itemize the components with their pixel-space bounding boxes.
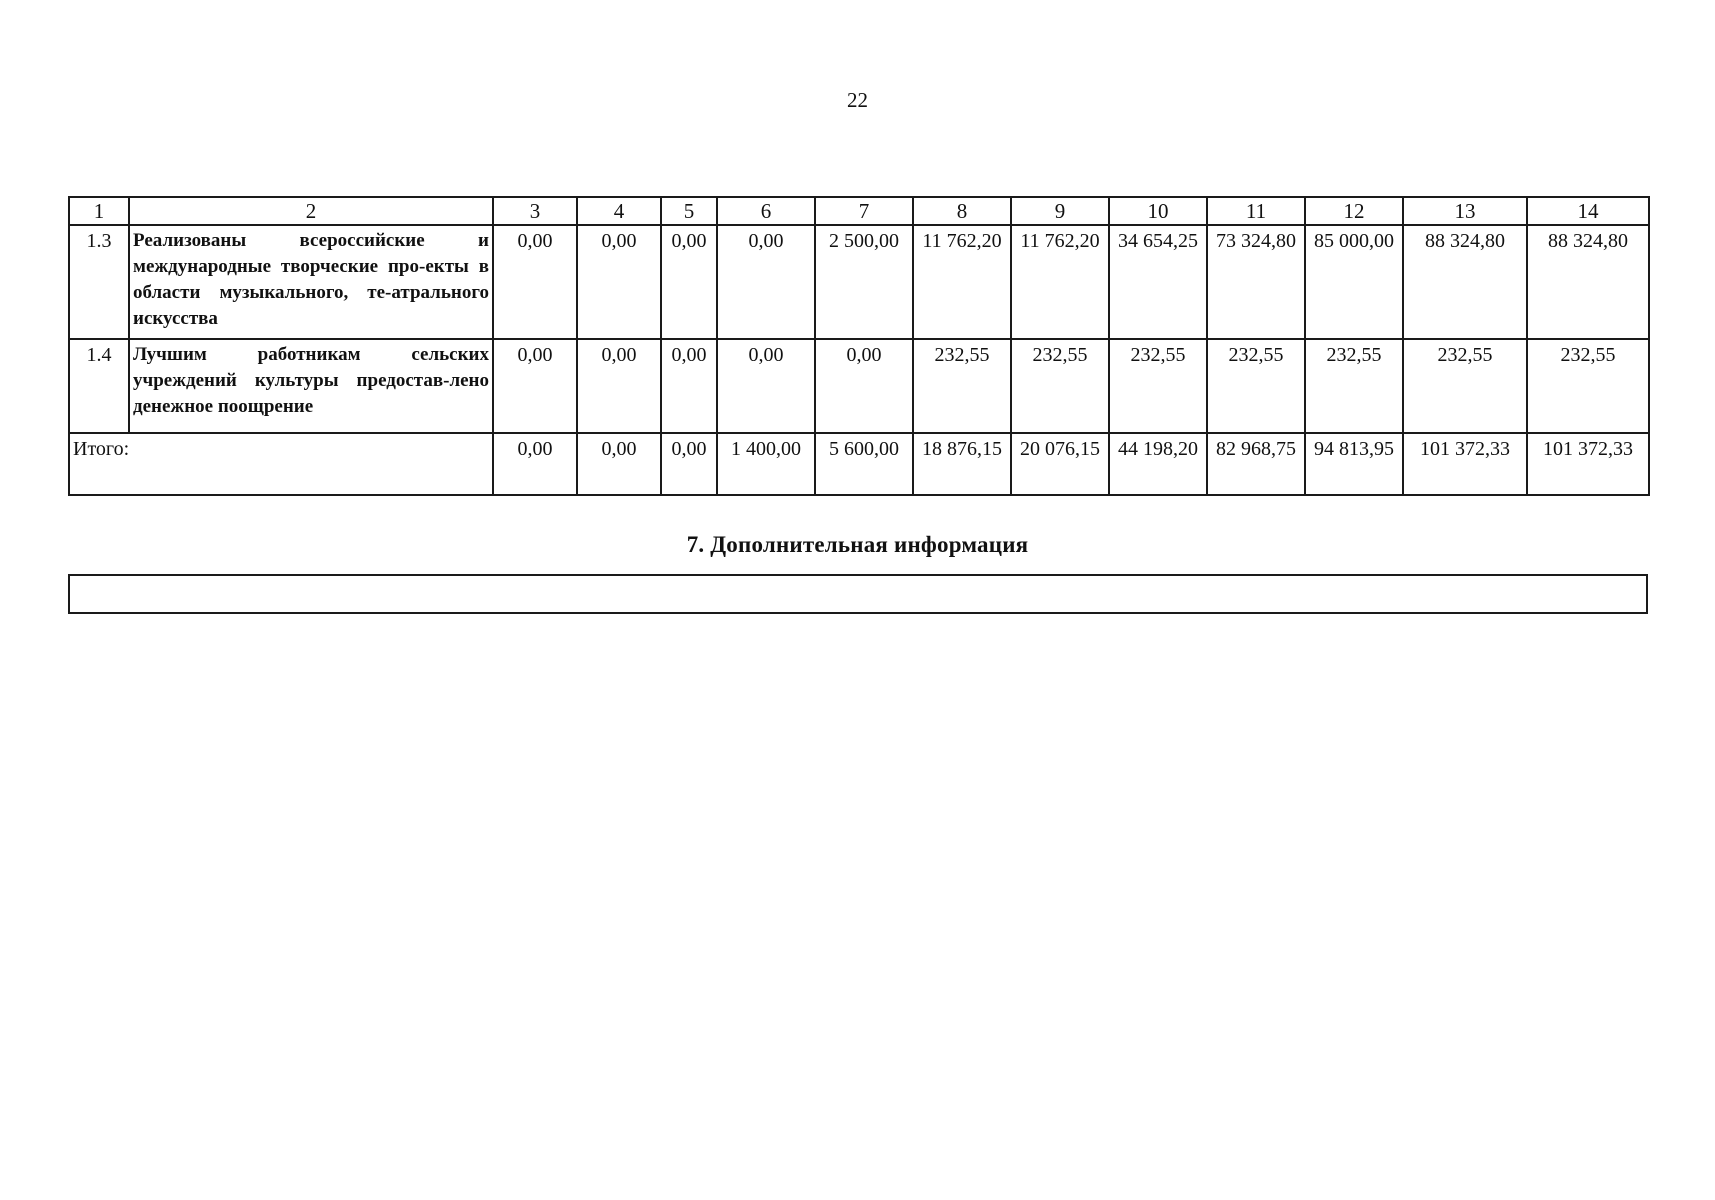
total-value-cell: 5 600,00: [815, 433, 913, 495]
value-cell: 34 654,25: [1109, 225, 1207, 339]
value-cell: 232,55: [1403, 339, 1527, 433]
value-cell: 0,00: [717, 225, 815, 339]
value-cell: 232,55: [1305, 339, 1403, 433]
column-header: 10: [1109, 197, 1207, 225]
column-header: 4: [577, 197, 661, 225]
total-value-cell: 0,00: [661, 433, 717, 495]
column-header: 7: [815, 197, 913, 225]
value-cell: 0,00: [577, 225, 661, 339]
table-row: [69, 339, 1649, 433]
value-cell: 73 324,80: [1207, 225, 1305, 339]
value-cell: 11 762,20: [1011, 225, 1109, 339]
row-description: Реализованы всероссийские и международные творческие про-екты в области музыкального, те-атрального искусства: [129, 225, 493, 339]
page-number: 22: [847, 88, 868, 112]
value-cell: 0,00: [815, 339, 913, 433]
total-row: [69, 433, 1649, 495]
total-value-cell: 101 372,33: [1527, 433, 1649, 495]
value-cell: 0,00: [493, 339, 577, 433]
total-value-cell: 20 076,15: [1011, 433, 1109, 495]
total-label: Итого:: [69, 433, 493, 495]
value-cell: 0,00: [577, 339, 661, 433]
value-cell: 232,55: [1011, 339, 1109, 433]
column-header: 1: [69, 197, 129, 225]
row-code: 1.3: [69, 225, 129, 339]
value-cell: 88 324,80: [1527, 225, 1649, 339]
total-value-cell: 101 372,33: [1403, 433, 1527, 495]
column-header: 5: [661, 197, 717, 225]
total-value-cell: 44 198,20: [1109, 433, 1207, 495]
value-cell: 232,55: [1109, 339, 1207, 433]
value-cell: 11 762,20: [913, 225, 1011, 339]
value-cell: 0,00: [661, 339, 717, 433]
column-header: 8: [913, 197, 1011, 225]
total-value-cell: 0,00: [577, 433, 661, 495]
column-header: 6: [717, 197, 815, 225]
value-cell: 2 500,00: [815, 225, 913, 339]
value-cell: 232,55: [1527, 339, 1649, 433]
column-header: 11: [1207, 197, 1305, 225]
value-cell: 88 324,80: [1403, 225, 1527, 339]
total-value-cell: 18 876,15: [913, 433, 1011, 495]
column-header: 9: [1011, 197, 1109, 225]
section-title: 7. Дополнительная информация: [686, 532, 1029, 557]
column-header: 12: [1305, 197, 1403, 225]
row-code: 1.4: [69, 339, 129, 433]
total-value-cell: 82 968,75: [1207, 433, 1305, 495]
value-cell: 0,00: [661, 225, 717, 339]
total-value-cell: 0,00: [493, 433, 577, 495]
value-cell: 232,55: [913, 339, 1011, 433]
total-value-cell: 94 813,95: [1305, 433, 1403, 495]
column-header: 3: [493, 197, 577, 225]
table-row: [69, 225, 1649, 339]
column-header: 14: [1527, 197, 1649, 225]
column-header: 2: [129, 197, 493, 225]
additional-info-box: [68, 574, 1648, 614]
column-header: 13: [1403, 197, 1527, 225]
value-cell: 0,00: [493, 225, 577, 339]
row-description: Лучшим работникам сельских учреждений культуры предостав-лено денежное поощрение: [129, 339, 493, 433]
total-value-cell: 1 400,00: [717, 433, 815, 495]
header-row: [69, 197, 1649, 225]
value-cell: 0,00: [717, 339, 815, 433]
budget-table: [68, 196, 1650, 496]
value-cell: 232,55: [1207, 339, 1305, 433]
value-cell: 85 000,00: [1305, 225, 1403, 339]
